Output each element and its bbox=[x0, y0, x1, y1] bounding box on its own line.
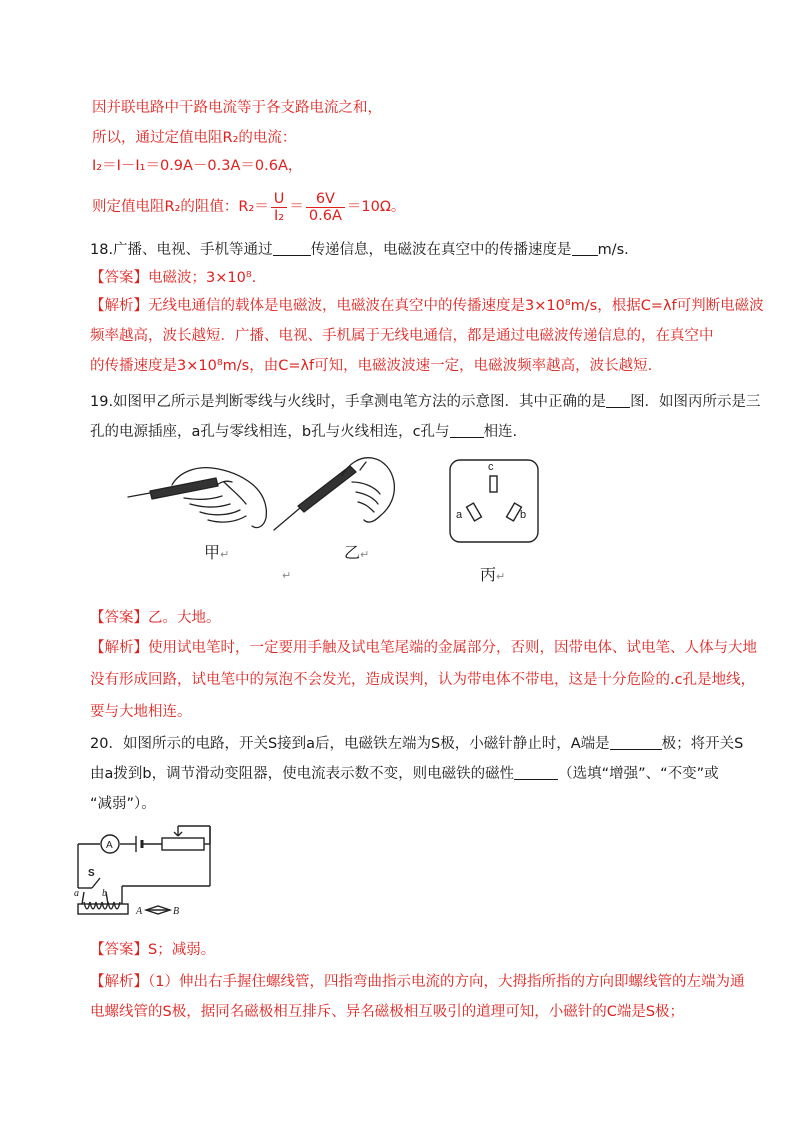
fraction-u-over-i2 bbox=[271, 191, 288, 224]
frac1-denominator: I₂ bbox=[274, 207, 285, 224]
q19-stem-line-1 bbox=[90, 392, 761, 412]
q19-blank-1 bbox=[606, 393, 630, 408]
figure-label-yi-text: 乙 bbox=[344, 543, 361, 562]
q20-stem-line-1 bbox=[90, 734, 743, 754]
q18-blank-1 bbox=[273, 241, 311, 256]
q19-stem-line-2 bbox=[90, 422, 517, 442]
q18-answer-text: 电磁波；3×10⁸. bbox=[148, 270, 257, 286]
q19-blank-2 bbox=[450, 423, 484, 438]
figure-label-bing-text: 丙 bbox=[480, 565, 497, 584]
needle-end-B-label: B bbox=[173, 906, 180, 917]
q20-stem-line-2 bbox=[90, 764, 719, 784]
q20-l1b: 极；将开关S bbox=[661, 736, 744, 752]
socket-label-a: a bbox=[456, 509, 463, 521]
frac2-denominator: 0.6A bbox=[308, 207, 342, 224]
q18-answer-tag: 【答案】 bbox=[90, 270, 148, 286]
q18-analysis-line-2: 频率越高，波长越短．广播、电视、手机属于无线电通信，都是通过电磁波传递信息的，在真空中 bbox=[90, 328, 714, 344]
q18-part1: 18.广播、电视、手机等通过 bbox=[90, 242, 273, 258]
q20-analysis-text-1: （1）伸出右手握住螺线管，四指弯曲指示电流的方向，大拇指所指的方向即螺线管的左端为通 bbox=[148, 974, 745, 990]
needle-end-A-label: A bbox=[136, 906, 143, 917]
q19-analysis-line-3: 要与大地相连。 bbox=[90, 704, 192, 720]
tester-pen-figure-yi bbox=[270, 452, 400, 536]
q18-part2: 传递信息，电磁波在真空中的传播速度是 bbox=[310, 242, 572, 258]
q19-analysis-line-2: 没有形成回路，试电笔中的氖泡不会发光，造成误判，认为带电体不带电，这是十分危险的.c孔是地线， bbox=[90, 672, 756, 688]
q20-answer bbox=[90, 940, 215, 960]
q20-blank-2 bbox=[514, 765, 558, 780]
q20-blank-1 bbox=[610, 735, 662, 750]
solution-line-2: 所以，通过定值电阻R₂的电流： bbox=[92, 130, 297, 146]
q19-analysis-text-1: 使用试电笔时，一定要用手触及试电笔尾端的金属部分，否则，因带电体、试电笔、人体与大地 bbox=[148, 640, 757, 656]
paragraph-mark: ↵ bbox=[282, 569, 292, 582]
q18-answer bbox=[90, 268, 256, 288]
solution-line-1: 因并联电路中干路电流等于各支路电流之和， bbox=[92, 100, 382, 116]
figure-label-bing: 丙↵ bbox=[480, 565, 506, 584]
figure-label-jia: 甲↵ bbox=[204, 543, 230, 562]
ammeter-label: A bbox=[106, 840, 113, 851]
solution-l4-post: ＝10Ω。 bbox=[346, 199, 406, 215]
q18-analysis-tag: 【解析】 bbox=[90, 298, 148, 314]
tester-pen-figure-jia bbox=[124, 460, 274, 538]
q19-answer-tag: 【答案】 bbox=[90, 610, 148, 626]
figure-label-yi: 乙↵ bbox=[344, 543, 370, 562]
fraction-values bbox=[306, 191, 345, 224]
q18-stem bbox=[90, 240, 629, 260]
figure-label-jia-text: 甲 bbox=[204, 543, 221, 562]
q18-part3: m/s. bbox=[597, 242, 629, 258]
solution-line-3: I₂＝I－I₁＝0.9A－0.3A＝0.6A， bbox=[92, 158, 303, 174]
q20-analysis-tag: 【解析】 bbox=[90, 974, 148, 990]
q20-analysis-line-2: 电螺线管的S极，据同名磁极相互排斥、异名磁极相互吸引的道理可知，小磁针的C端是S极； bbox=[90, 1004, 685, 1020]
q19-analysis-tag: 【解析】 bbox=[90, 640, 148, 656]
socket-label-c: c bbox=[488, 461, 494, 473]
equals-sign: ＝ bbox=[289, 199, 304, 215]
socket-label-b: b bbox=[520, 509, 527, 521]
q20-l2b: （选填“增强”、“不变”或 bbox=[558, 766, 719, 782]
contact-a-label: a bbox=[74, 888, 79, 899]
solution-line-4 bbox=[92, 190, 405, 224]
frac1-numerator: U bbox=[271, 191, 288, 208]
contact-b-label: b bbox=[102, 888, 107, 899]
q20-answer-tag: 【答案】 bbox=[90, 942, 148, 958]
solution-l4-pre: 则定值电阻R₂的阻值：R₂＝ bbox=[92, 199, 269, 215]
circuit-diagram bbox=[70, 822, 230, 926]
q20-l1a: 20．如图所示的电路，开关S接到a后，电磁铁左端为S极，小磁针静止时，A端是 bbox=[90, 736, 610, 752]
q18-analysis-line-1 bbox=[90, 296, 764, 316]
q19-analysis-line-1 bbox=[90, 638, 757, 658]
q18-analysis-line-3: 的传播速度是3×10⁸m/s，由C=λf可知，电磁波波速一定，电磁波频率越高，波长越短. bbox=[90, 358, 653, 374]
q19-answer bbox=[90, 608, 221, 628]
q20-l2a: 由a拨到b，调节滑动变阻器，使电流表示数不变，则电磁铁的磁性 bbox=[90, 766, 515, 782]
q20-stem-line-3: “减弱”）。 bbox=[90, 796, 156, 812]
q20-answer-text: S；减弱。 bbox=[148, 942, 216, 958]
q19-l2a: 孔的电源插座，a孔与零线相连，b孔与火线相连，c孔与 bbox=[90, 424, 450, 440]
q19-l1a: 19.如图甲乙所示是判断零线与火线时，手拿测电笔方法的示意图．其中正确的是 bbox=[90, 394, 607, 410]
q19-l2b: 相连. bbox=[483, 424, 518, 440]
q19-answer-text: 乙。大地。 bbox=[148, 610, 221, 626]
frac2-numerator: 6V bbox=[306, 191, 345, 208]
q19-l1b: 图．如图丙所示是三 bbox=[630, 394, 761, 410]
q20-analysis-line-1 bbox=[90, 972, 744, 992]
socket-figure-bing bbox=[448, 458, 540, 544]
q18-blank-2 bbox=[572, 241, 598, 256]
q18-analysis-text-1: 无线电通信的载体是电磁波，电磁波在真空中的传播速度是3×10⁸m/s，根据C=λf可判断电磁波 bbox=[148, 298, 764, 314]
switch-label: S bbox=[88, 868, 95, 879]
